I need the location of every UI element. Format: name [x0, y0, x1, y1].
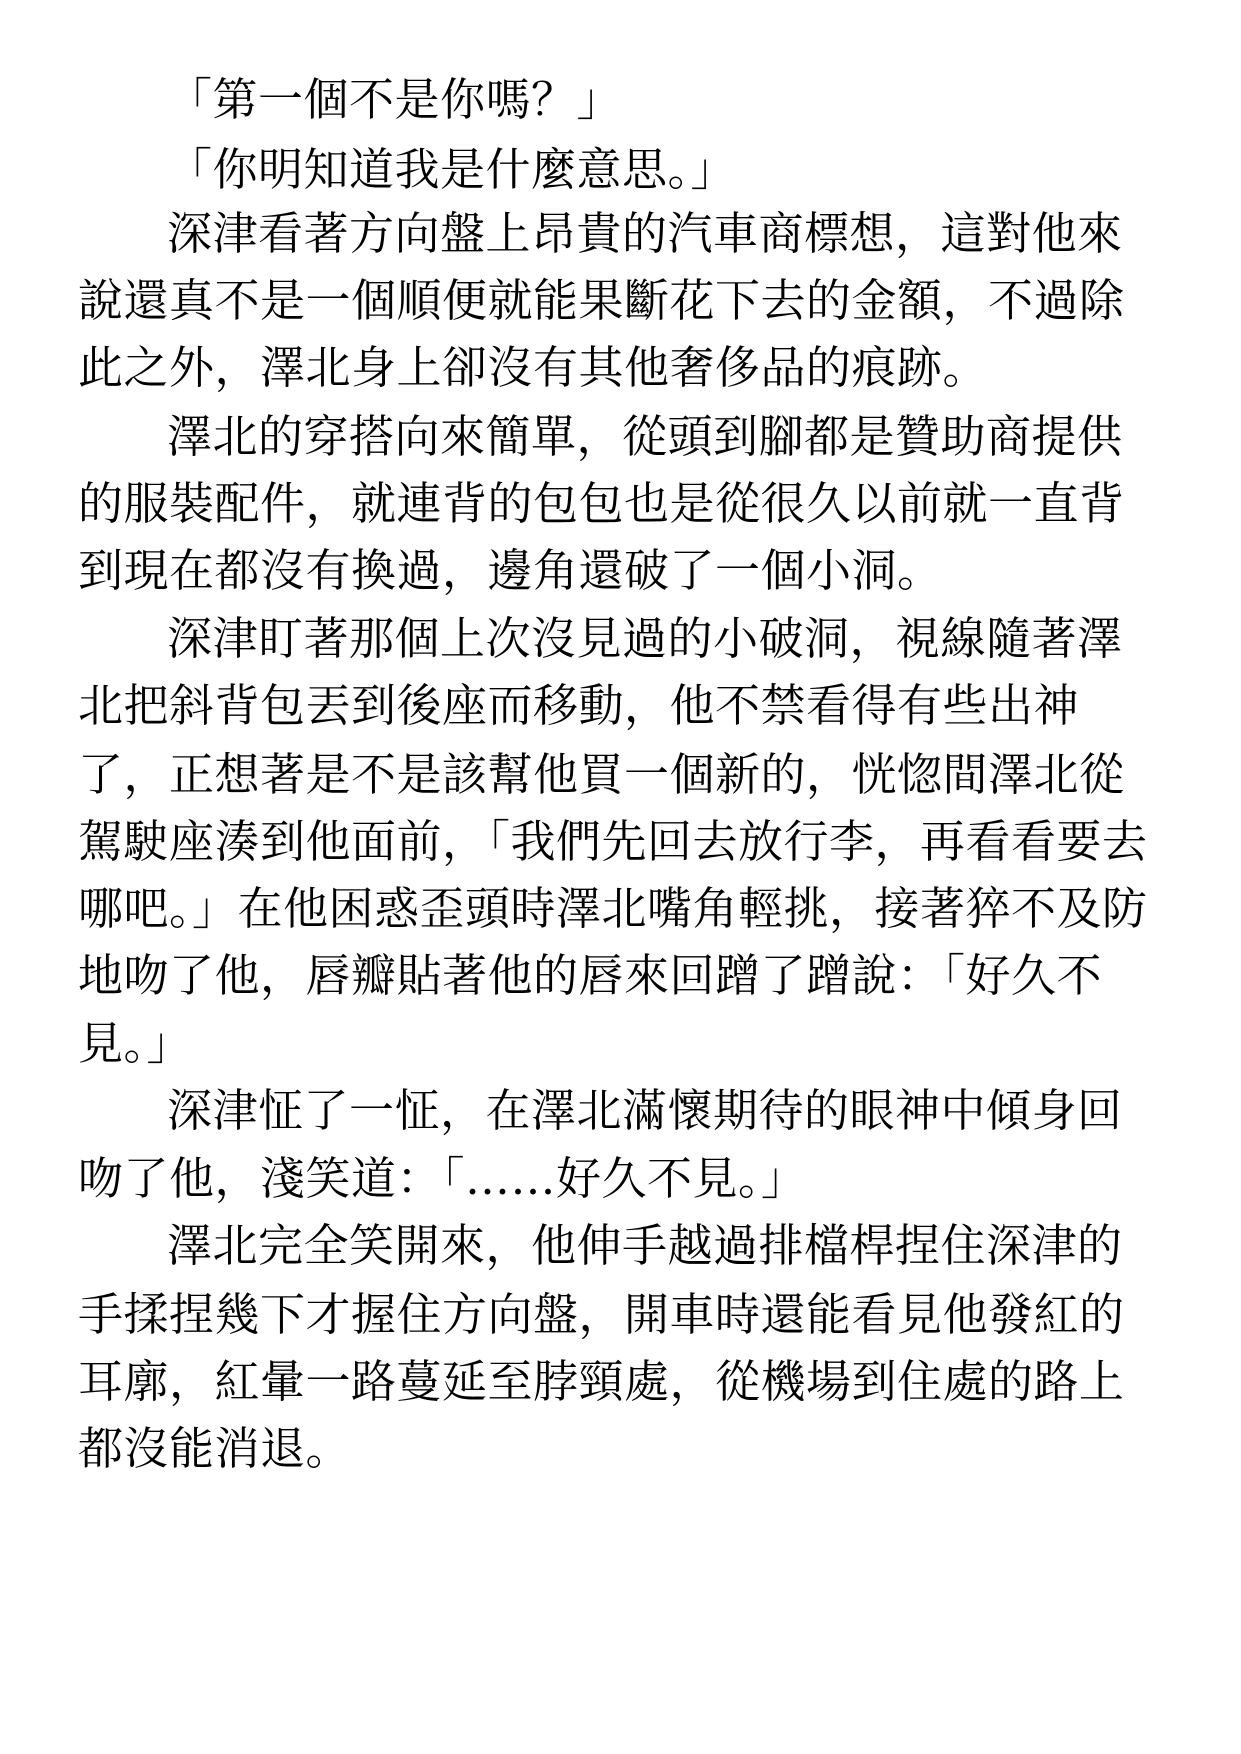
text-line: 「你明知道我是什麼意思。」	[167, 143, 737, 196]
text-line: 吻了他，淺笑道：「……好久不見。」	[78, 1152, 807, 1205]
text-line: 的服裝配件，就連背的包包也是從很久以前就一直背	[78, 477, 1125, 530]
text-line: 深津怔了一怔，在澤北滿懷期待的眼神中傾身回	[167, 1084, 1123, 1137]
text-line: 澤北的穿搭向來簡單，從頭到腳都是贊助商提供	[167, 410, 1123, 463]
text-line: 哪吧。」在他困惑歪頭時澤北嘴角輕挑，接著猝不及防	[78, 882, 1148, 935]
text-line: 說還真不是一個順便就能果斷花下去的金額，不過除	[78, 274, 1125, 327]
text-line: 到現在都沒有換過，邊角還破了一個小洞。	[78, 544, 943, 597]
text-line: 「第一個不是你嗎？」	[167, 73, 623, 126]
text-line: 此之外，澤北身上卻沒有其他奢侈品的痕跡。	[78, 341, 989, 394]
text-line: 手揉捏幾下才握住方向盤，開車時還能看見他發紅的	[78, 1288, 1125, 1341]
text-line: 見。」	[78, 1017, 193, 1070]
text-line: 北把斜背包丟到後座而移動，他不禁看得有些出神	[78, 679, 1080, 732]
text-line: 深津看著方向盤上昂貴的汽車商標想，這對他來	[167, 207, 1123, 260]
text-line: 深津盯著那個上次沒見過的小破洞，視線隨著澤	[167, 612, 1123, 665]
text-line: 澤北完全笑開來，他伸手越過排檔桿捏住深津的	[167, 1219, 1123, 1272]
text-line: 駕駛座湊到他面前，「我們先回去放行李，再看看要去	[78, 815, 1148, 868]
text-line: 地吻了他，唇瓣貼著他的唇來回蹭了蹭說：「好久不	[78, 949, 1103, 1002]
text-line: 了，正想著是不是該幫他買一個新的，恍惚間澤北從	[78, 748, 1125, 801]
text-line: 都沒能消退。	[78, 1422, 352, 1475]
text-line: 耳廓，紅暈一路蔓延至脖頸處，從機場到住處的路上	[78, 1355, 1125, 1408]
